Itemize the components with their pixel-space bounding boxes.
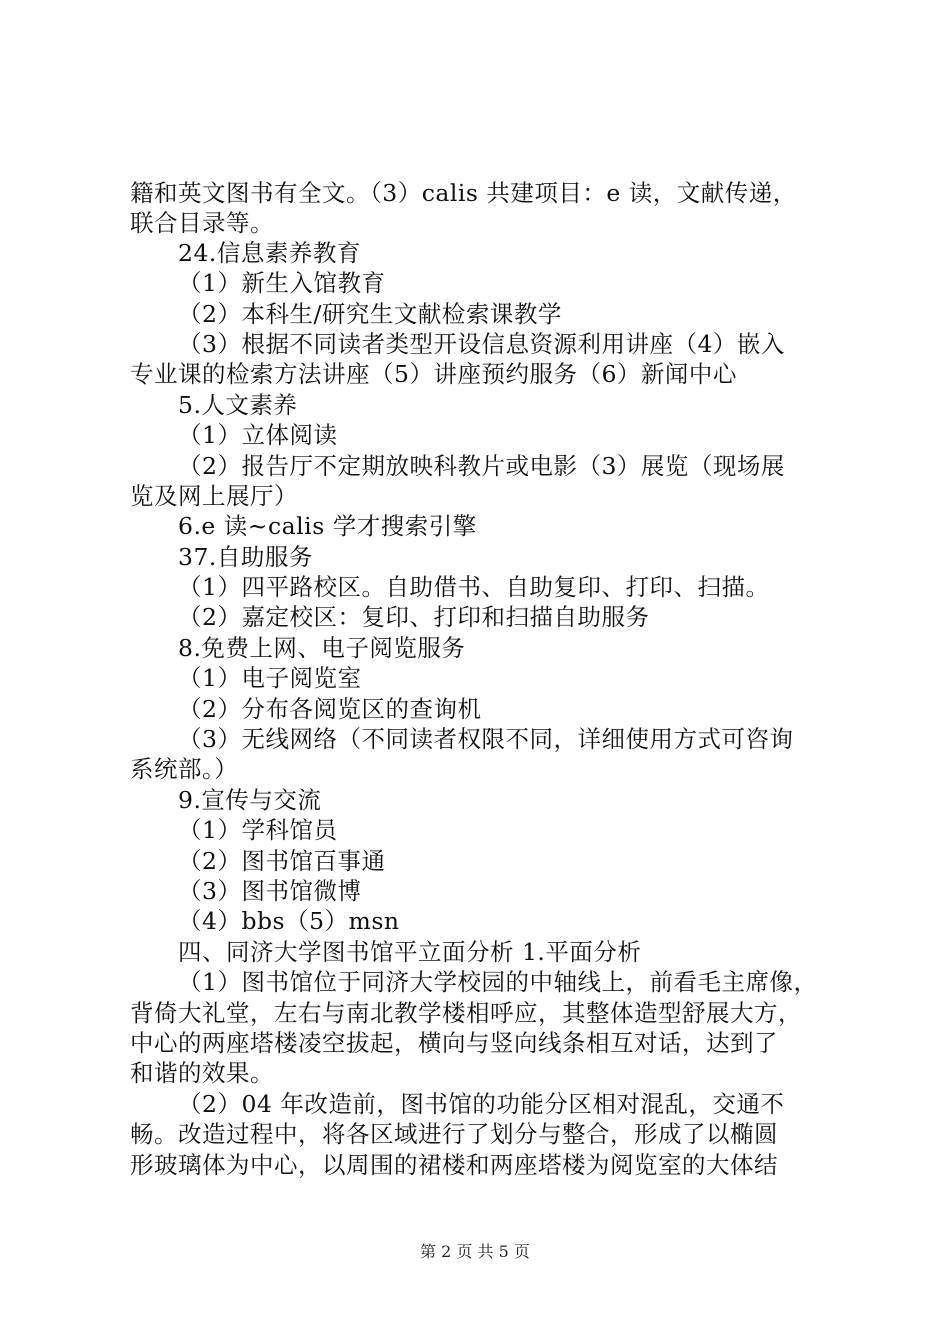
text-line: 系统部。） <box>130 755 239 783</box>
list-item: （2）嘉定校区：复印、打印和扫描自助服务 <box>178 603 650 631</box>
paragraph-line: 背倚大礼堂，左右与南北教学楼相呼应，其整体造型舒展大方， <box>130 999 802 1027</box>
text-line: 联合目录等。 <box>130 209 274 237</box>
paragraph-line: 中心的两座塔楼凌空拔起，横向与竖向线条相互对话，达到了 <box>130 1029 778 1057</box>
page-number: 第 2 页 共 5 页 <box>420 1242 530 1261</box>
text-line: 籍和英文图书有全文。（3）calis 共建项目：e 读，文献传递， <box>130 179 797 207</box>
paragraph-line: 畅。改造过程中，将各区域进行了划分与整合，形成了以椭圆 <box>130 1120 778 1148</box>
section-heading: 四、同济大学图书馆平立面分析 1.平面分析 <box>178 938 642 966</box>
page-footer <box>0 1242 950 1262</box>
list-item: （2）报告厅不定期放映科教片或电影（3）展览（现场展 <box>178 452 785 480</box>
list-item: （3）根据不同读者类型开设信息资源利用讲座（4）嵌入 <box>178 330 785 358</box>
list-item: （1）新生入馆教育 <box>178 269 386 297</box>
list-item: （1）四平路校区。自助借书、自助复印、打印、扫描。 <box>178 573 770 601</box>
paragraph-line: （2）04 年改造前，图书馆的功能分区相对混乱，交通不 <box>178 1090 785 1118</box>
list-item: （2）分布各阅览区的查询机 <box>178 695 482 723</box>
text-line: 专业课的检索方法讲座（5）讲座预约服务（6）新闻中心 <box>130 360 737 388</box>
list-item: （2）本科生/研究生文献检索课教学 <box>178 300 562 328</box>
section-heading: 9.宣传与交流 <box>178 786 322 814</box>
section-heading: 8.免费上网、电子阅览服务 <box>178 634 466 662</box>
paragraph-line: （1）图书馆位于同济大学校园的中轴线上，前看毛主席像， <box>178 968 818 996</box>
paragraph-line: 形玻璃体为中心，以周围的裙楼和两座塔楼为阅览室的大体结 <box>130 1151 778 1179</box>
section-heading: 5.人文素养 <box>178 391 298 419</box>
list-item: （3）图书馆微博 <box>178 877 362 905</box>
list-item: （3）无线网络（不同读者权限不同，详细使用方式可咨询 <box>178 725 794 753</box>
list-item: （4）bbs（5）msn <box>178 907 400 935</box>
list-item: （1）电子阅览室 <box>178 664 362 692</box>
section-heading: 24.信息素养教育 <box>178 239 361 267</box>
list-item: （1）立体阅读 <box>178 421 338 449</box>
list-item: （1）学科馆员 <box>178 816 338 844</box>
section-heading: 6.e 读~calis 学才搜索引擎 <box>178 512 477 540</box>
paragraph-line: 和谐的效果。 <box>130 1059 274 1087</box>
section-heading: 37.自助服务 <box>178 543 313 571</box>
list-item: （2）图书馆百事通 <box>178 847 386 875</box>
text-line: 览及网上展厅） <box>130 482 298 510</box>
